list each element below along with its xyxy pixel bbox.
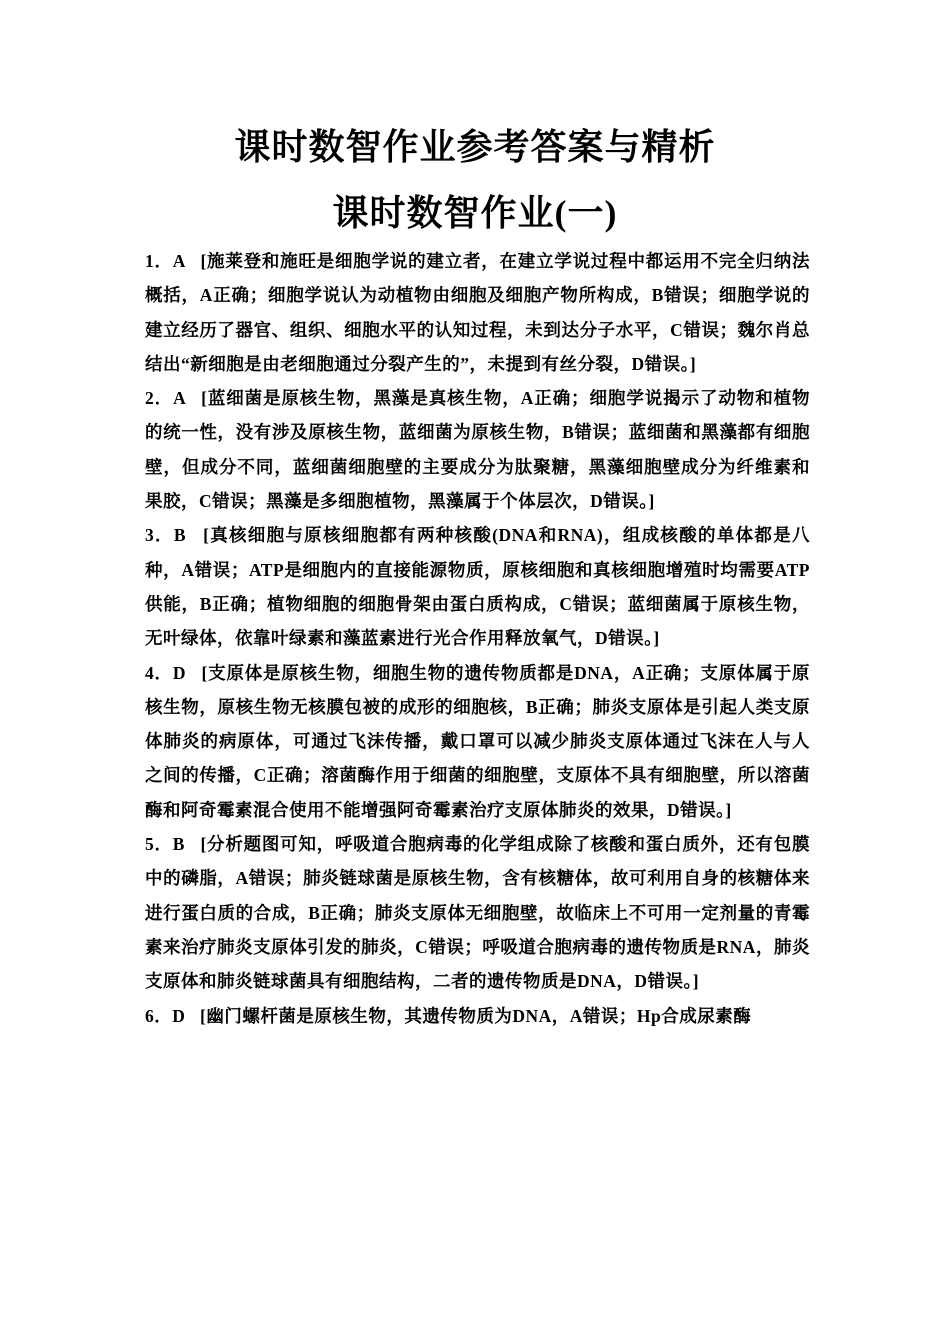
answer-item-6: [145, 999, 810, 1033]
answer-item-2: [145, 381, 810, 518]
answer-number: 2．A: [145, 388, 186, 409]
answer-item-3: [145, 518, 810, 655]
answer-number: 4．D: [145, 662, 186, 683]
page-title: 课时数智作业参考答案与精析: [234, 127, 716, 167]
answer-explanation: [支原体是原核生物，细胞生物的遗传物质都是DNA，A正确；支原体属于原核生物，原核生物无核膜包被的成形的细胞核，B正确；肺炎支原体是引起人类支原体肺炎的病原体，可通过飞沫传播，戴口罩可以减少肺炎支原体通过飞沫在人与人之间的传播，C正确；溶菌酶作用于细菌的细胞壁，支原体不具有细胞壁，所以溶菌酶和阿奇霉素混合使用不能增强阿奇霉素治疗支原体肺炎的效果，D错误。]: [145, 662, 811, 820]
answer-item-4: [145, 656, 810, 827]
answer-explanation: [蓝细菌是原核生物，黑藻是真核生物，A正确；细胞学说揭示了动物和植物的统一性，没有涉及原核生物，蓝细菌为原核生物，B错误；蓝细菌和黑藻都有细胞壁，但成分不同，蓝细菌细胞壁的主要成分为肽聚糖，黑藻细胞壁成分为纤维素和果胶，C错误；黑藻是多细胞植物，黑藻属于个体层次，D错误。]: [145, 388, 811, 512]
answer-explanation: [真核细胞与原核细胞都有两种核酸(DNA和RNA)，组成核酸的单体都是八种，A错误；ATP是细胞内的直接能源物质，原核细胞和真核细胞增殖时均需要ATP供能，B正确；植物细胞的细胞骨架由蛋白质构成，C错误；蓝细菌属于原核生物，无叶绿体，依靠叶绿素和藻蓝素进行光合作用释放氧气，D错误。]: [145, 525, 811, 649]
answer-explanation: [分析题图可知，呼吸道合胞病毒的化学组成除了核酸和蛋白质外，还有包膜中的磷脂，A错误；肺炎链球菌是原核生物，含有核糖体，故可利用自身的核糖体来进行蛋白质的合成，B正确；肺炎支原体无细胞壁，故临床上不可用一定剂量的青霉素来治疗肺炎支原体引发的肺炎，C错误；呼吸道合胞病毒的遗传物质是RNA，肺炎支原体和肺炎链球菌具有细胞结构，二者的遗传物质是DNA，D错误。]: [145, 834, 810, 992]
answer-number: 5．B: [145, 834, 185, 855]
answer-item-5: [145, 827, 810, 998]
answer-number: 1．A: [145, 251, 185, 271]
answer-number: 3．B: [145, 525, 187, 546]
answer-explanation: [施莱登和施旺是细胞学说的建立者，在建立学说过程中都运用不完全归纳法概括，A正确；细胞学说认为动植物由细胞及细胞产物所构成，B错误；细胞学说的建立经历了器官、组织、细胞水平的认知过程，未到达分子水平，C错误；魏尔肖总结出“新细胞是由老细胞通过分裂产生的”，未提到有丝分裂，D错误。]: [145, 251, 810, 374]
answer-number: 6．D: [145, 1005, 186, 1026]
answer-explanation: [幽门螺杆菌是原核生物，其遗传物质为DNA，A错误；Hp合成尿素酶: [200, 1005, 752, 1026]
section-title: 课时数智作业(一): [332, 193, 618, 233]
answer-list: [145, 244, 810, 1033]
answer-item-1: [145, 244, 810, 381]
